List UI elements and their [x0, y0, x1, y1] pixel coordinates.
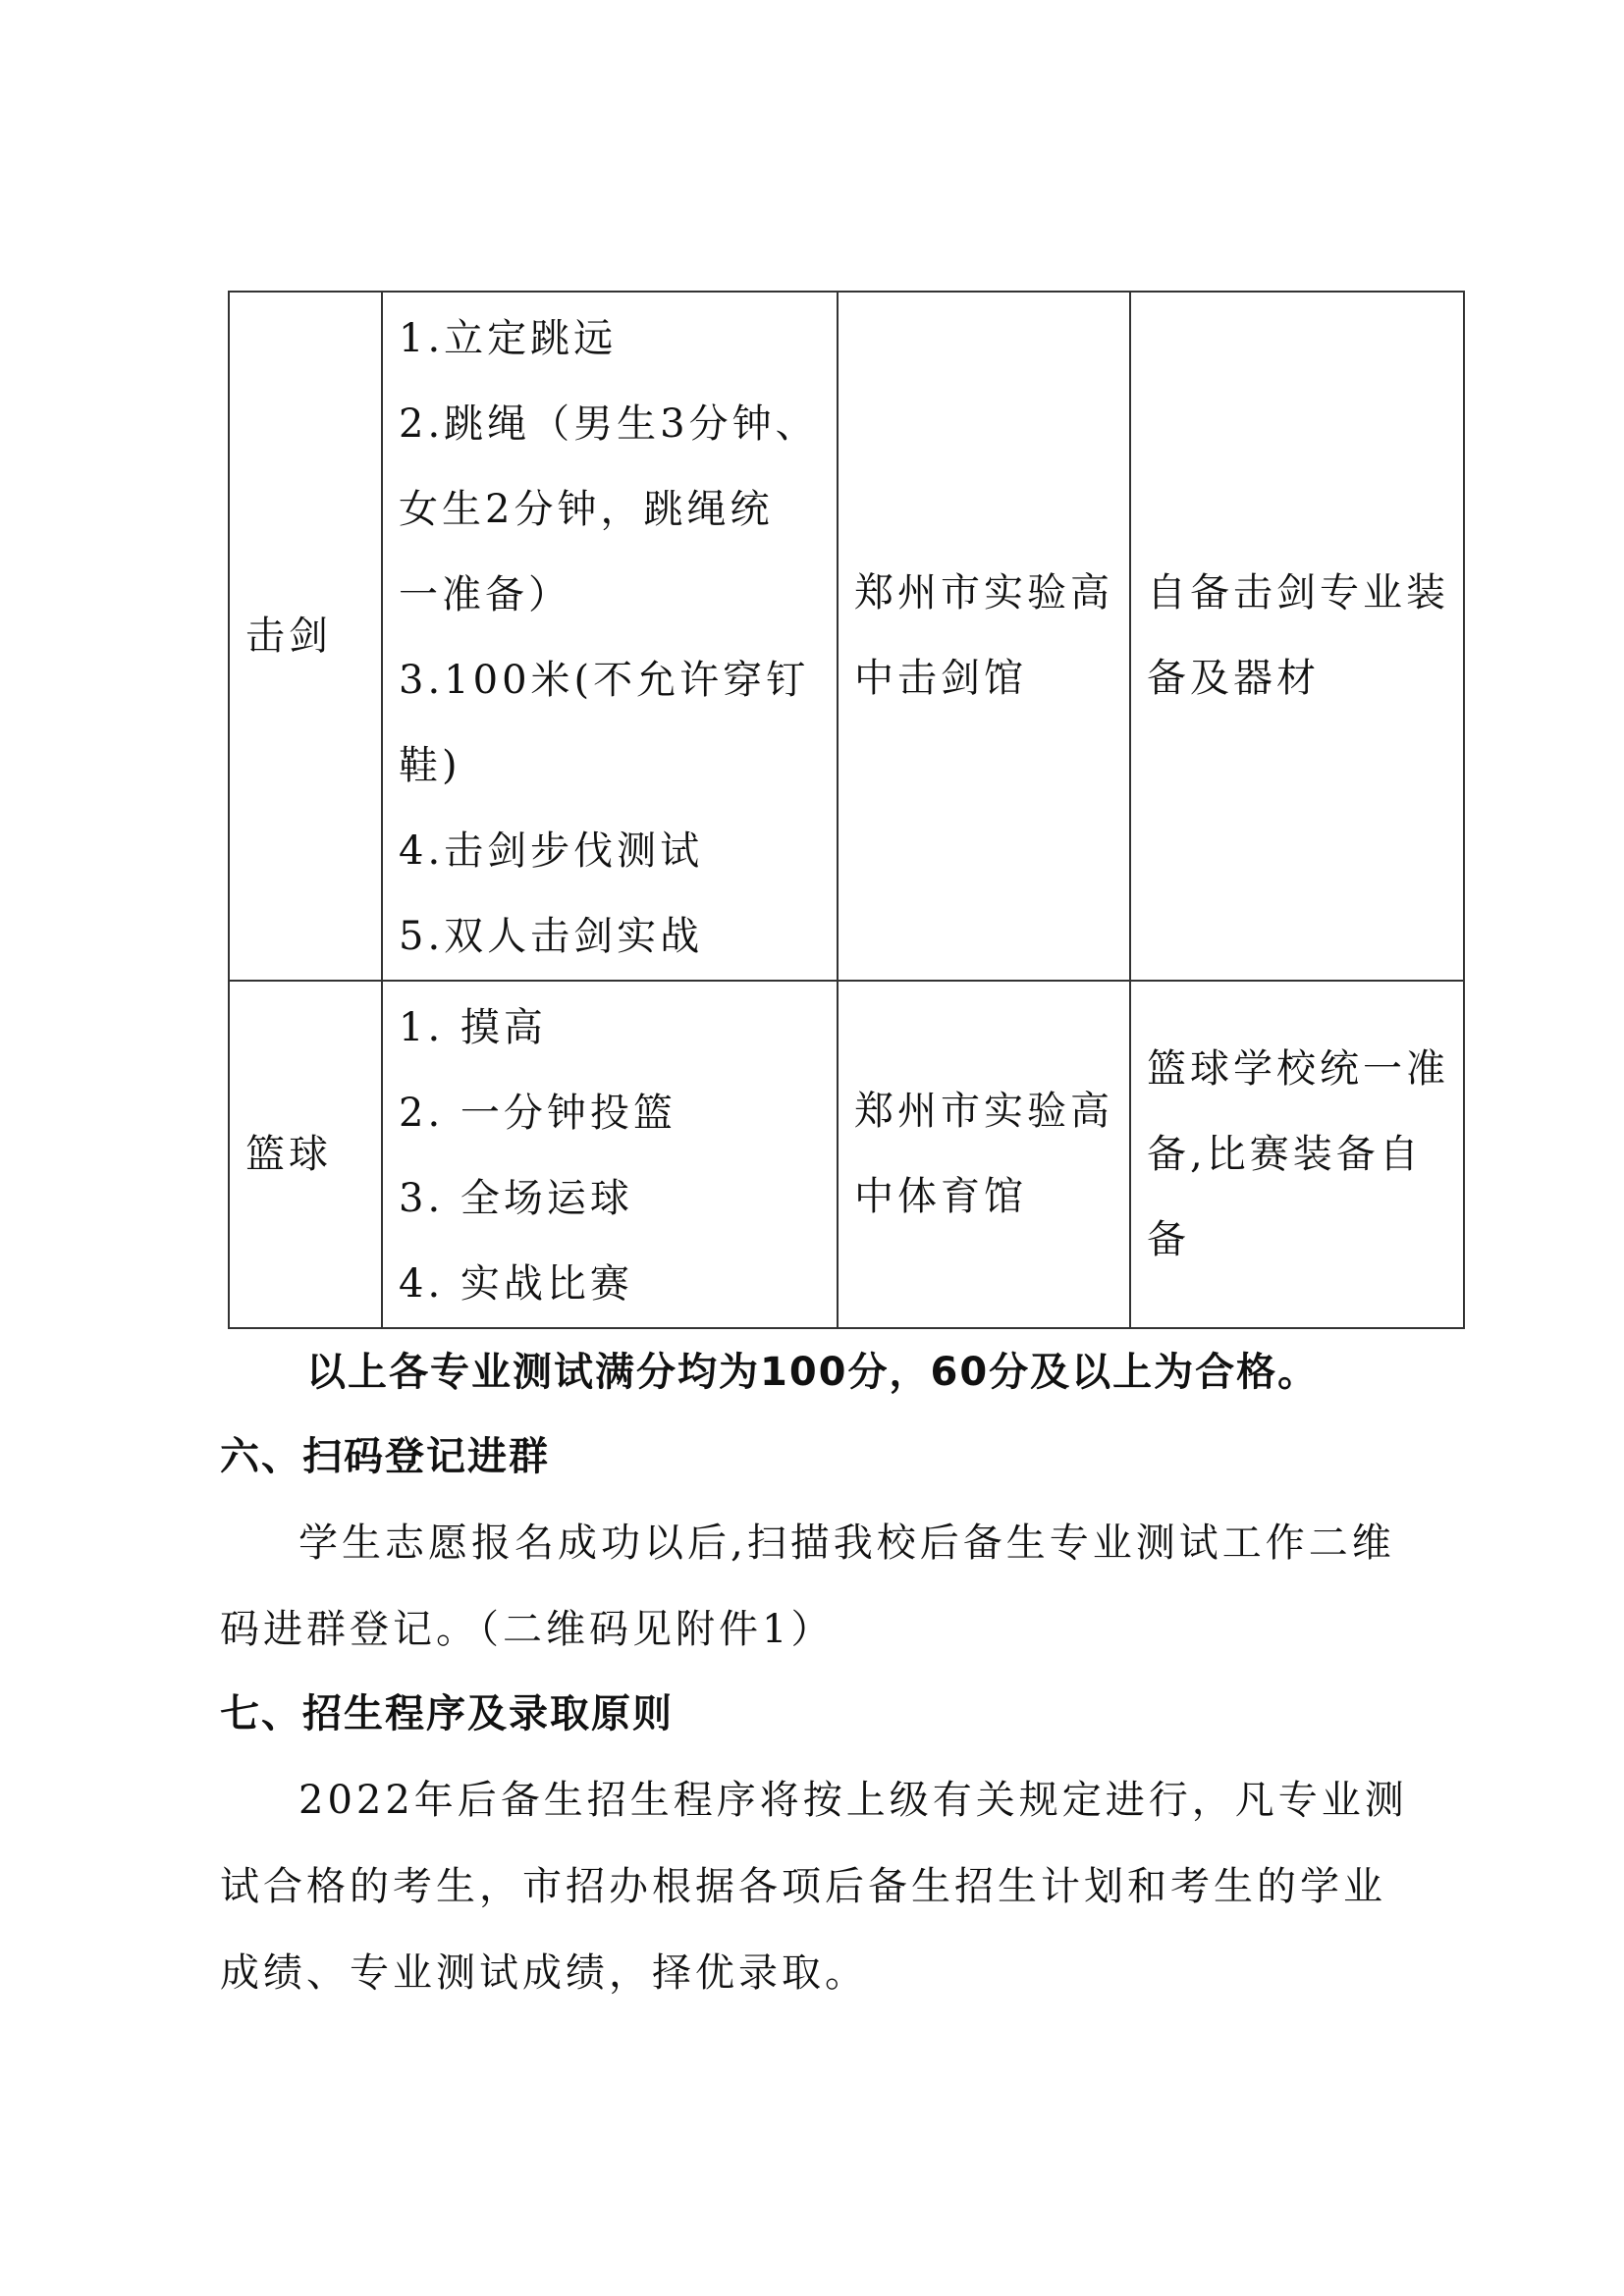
sport-name: 击剑 [245, 613, 332, 659]
sport-cell [229, 292, 382, 981]
equipment-text: 篮球学校统一准备,比赛装备自备 [1147, 1045, 1449, 1262]
test-item: 2. 一分钟投篮 [399, 1091, 677, 1136]
equipment-cell [1130, 981, 1464, 1328]
section-7-paragraph-line: 成绩、专业测试成绩，择优录取。 [220, 1950, 868, 1996]
test-item: 一准备） [399, 572, 571, 617]
sport-name: 篮球 [245, 1131, 332, 1177]
spec-table [228, 291, 1465, 1329]
test-item: 4.击剑步伐测试 [399, 828, 704, 874]
equipment-cell [1130, 292, 1464, 981]
section-7-heading: 七、招生程序及录取原则 [220, 1691, 674, 1736]
section-6-heading: 六、扫码登记进群 [220, 1434, 550, 1479]
table-row [229, 981, 1464, 1328]
venue-cell [838, 981, 1130, 1328]
test-item: 3.100米(不允许穿钉 [399, 658, 810, 703]
venue-text: 郑州市实验高中体育馆 [854, 1089, 1113, 1219]
venue-cell [838, 292, 1130, 981]
test-item: 4. 实战比赛 [399, 1261, 633, 1307]
equipment-text: 自备击剑专业装备及器材 [1147, 570, 1449, 701]
section-6-paragraph-line: 码进群登记。（二维码见附件1） [220, 1607, 835, 1652]
test-items-cell [382, 981, 838, 1328]
test-item: 3. 全场运球 [399, 1176, 633, 1221]
table-row [229, 292, 1464, 981]
score-note: 以上各专业测试满分均为100分，60分及以上为合格。 [306, 1350, 1320, 1395]
test-item: 1. 摸高 [399, 1005, 547, 1050]
section-7-paragraph-line: 试合格的考生，市招办根据各项后备生招生计划和考生的学业 [220, 1864, 1386, 1909]
test-items-cell [382, 292, 838, 981]
test-item: 2.跳绳（男生3分钟、 [399, 401, 819, 447]
test-item: 鞋) [399, 743, 461, 788]
venue-text: 郑州市实验高中击剑馆 [854, 570, 1113, 701]
test-item: 女生2分钟，跳绳统 [399, 487, 774, 532]
section-7-paragraph-line: 2022年后备生招生程序将按上级有关规定进行，凡专业测 [298, 1778, 1408, 1823]
test-item: 5.双人击剑实战 [399, 914, 704, 959]
section-6-paragraph-line: 学生志愿报名成功以后,扫描我校后备生专业测试工作二维 [298, 1521, 1395, 1566]
test-item: 1.立定跳远 [399, 316, 618, 361]
sport-cell [229, 981, 382, 1328]
